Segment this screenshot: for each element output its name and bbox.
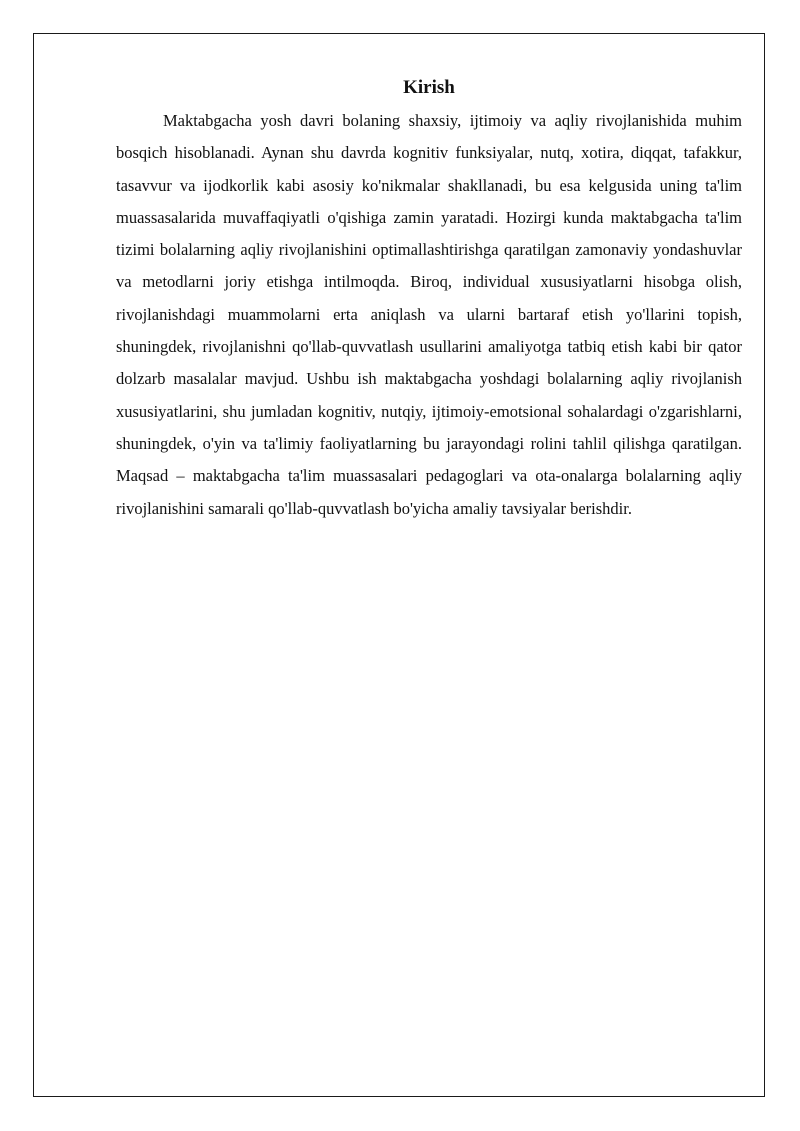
document-body: [116, 76, 742, 525]
document-title: Kirish: [403, 77, 455, 98]
intro-paragraph: Maktabgacha yosh davri bolaning shaxsiy, ijtimoiy va aqliy rivojlanishida muhim bosqich hisoblanadi. Aynan shu davrda kognitiv funksiyalar, nutq, xotira, diqqat, tafakkur, tasavvur va ijodkorlik kabi asosiy ko'nikmalar shakllanadi, bu esa kelgusida uning ta'lim muassasalarida muvaffaqiyatli o'qishiga zamin yaratadi. Hozirgi kunda maktabgacha ta'lim tizimi bolalarning aqliy rivojlanishini optimallashtirishga qaratilgan zamonaviy yondashuvlar va metodlarni joriy etishga intilmoqda. Biroq, individual xususiyatlarni hisobga olish, rivojlanishdagi muammolarni erta aniqlash va ularni bartaraf etish yo'llarini topish, shuningdek, rivojlanishni qo'llab-quvvatlash usullarini amaliyotga tatbiq etish kabi bir qator dolzarb masalalar mavjud. Ushbu ish maktabgacha yoshdagi bolalarning aqliy rivojlanish xususiyatlarini, shu jumladan kognitiv, nutqiy, ijtimoiy-emotsional sohalardagi o'zgarishlarni, shuningdek, o'yin va ta'limiy faoliyatlarning bu jarayondagi rolini tahlil qilishga qaratilgan. Maqsad – maktabgacha ta'lim muassasalari pedagoglari va ota-onalarga bolalarning aqliy rivojlanishini samarali qo'llab-quvvatlash bo'yicha amaliy tavsiyalar berishdir.: [116, 111, 742, 518]
